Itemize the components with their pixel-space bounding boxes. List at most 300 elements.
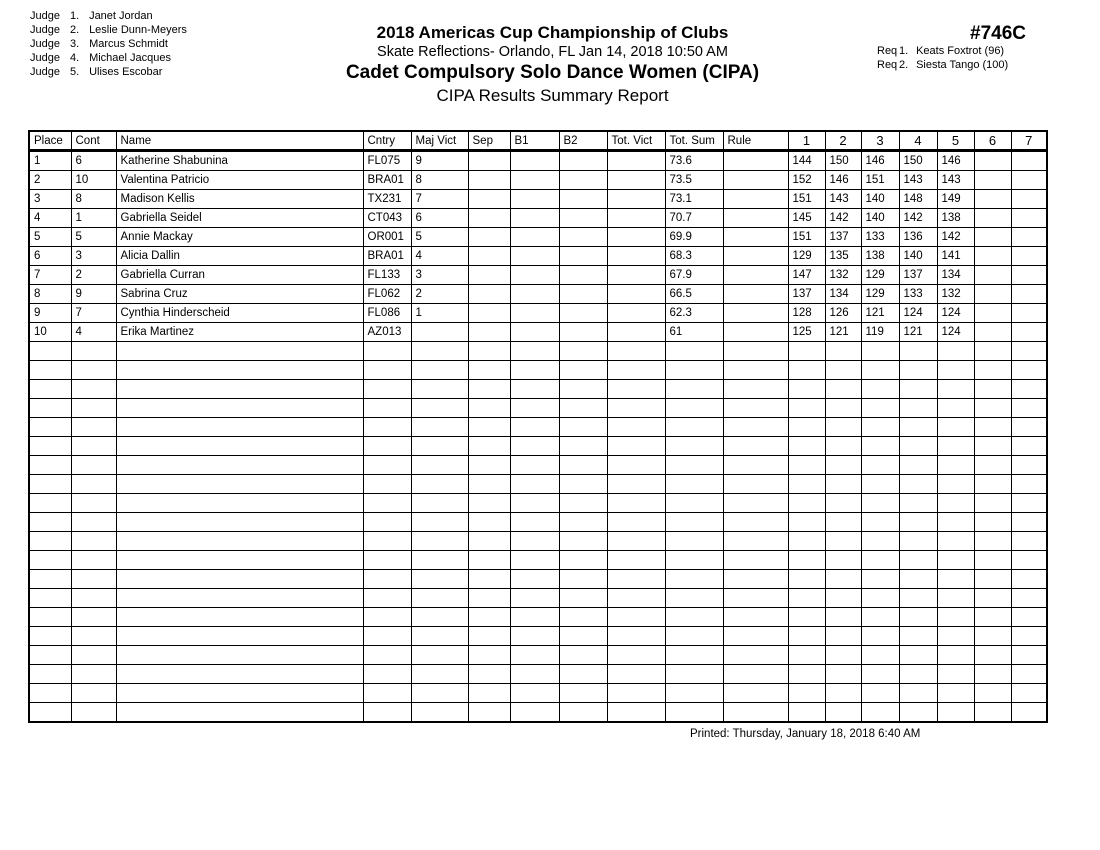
cell-maj-vict: 6: [411, 209, 468, 228]
cell-maj-vict: 8: [411, 171, 468, 190]
empty-cell: [116, 551, 363, 570]
empty-cell: [861, 532, 899, 551]
cell-place: 6: [29, 247, 71, 266]
empty-cell: [71, 684, 116, 703]
empty-cell: [937, 589, 974, 608]
cell-tot-sum: 67.9: [665, 266, 723, 285]
empty-cell: [411, 437, 468, 456]
empty-cell: [899, 627, 937, 646]
empty-cell: [937, 475, 974, 494]
cell-b2: [559, 171, 607, 190]
cell-judge-score: 150: [825, 151, 861, 171]
empty-cell: [899, 361, 937, 380]
cell-judge-score: 144: [788, 151, 825, 171]
empty-cell: [937, 361, 974, 380]
empty-cell: [788, 684, 825, 703]
empty-cell: [665, 361, 723, 380]
empty-cell: [468, 665, 510, 684]
venue-date: Skate Reflections- Orlando, FL Jan 14, 2018 10:50 AM: [377, 44, 728, 60]
empty-cell: [510, 627, 559, 646]
empty-cell: [29, 418, 71, 437]
judge-number: 2.: [70, 24, 80, 36]
cell-tot-vict: [607, 190, 665, 209]
cell-cont: 10: [71, 171, 116, 190]
cell-judge-score: 132: [825, 266, 861, 285]
empty-cell: [29, 589, 71, 608]
cell-tot-sum: 61: [665, 323, 723, 342]
empty-cell: [1011, 551, 1047, 570]
empty-cell: [29, 399, 71, 418]
empty-cell: [899, 342, 937, 361]
cell-cont: 9: [71, 285, 116, 304]
empty-cell: [723, 627, 788, 646]
report-header: [300, 22, 805, 107]
empty-cell: [899, 684, 937, 703]
empty-cell: [71, 342, 116, 361]
empty-cell: [825, 684, 861, 703]
empty-cell: [607, 665, 665, 684]
cell-cntry: FL062: [363, 285, 411, 304]
empty-row: [29, 627, 1047, 646]
table-header-row: [29, 131, 1047, 151]
empty-cell: [899, 589, 937, 608]
cell-judge-score: [1011, 323, 1047, 342]
empty-cell: [974, 589, 1011, 608]
cell-judge-score: 152: [788, 171, 825, 190]
cell-rule: [723, 151, 788, 171]
empty-cell: [723, 342, 788, 361]
cell-b2: [559, 323, 607, 342]
empty-cell: [116, 475, 363, 494]
empty-cell: [363, 361, 411, 380]
event-title: Cadet Compulsory Solo Dance Women (CIPA): [345, 62, 760, 83]
empty-cell: [665, 380, 723, 399]
cell-judge-score: 133: [899, 285, 937, 304]
empty-cell: [665, 703, 723, 723]
cell-judge-score: 124: [899, 304, 937, 323]
empty-cell: [899, 494, 937, 513]
cell-name: Sabrina Cruz: [116, 285, 363, 304]
empty-cell: [825, 589, 861, 608]
cell-b1: [510, 323, 559, 342]
empty-cell: [29, 437, 71, 456]
empty-cell: [71, 551, 116, 570]
table-row: [29, 304, 1047, 323]
empty-cell: [825, 608, 861, 627]
column-header: Rule: [723, 131, 788, 151]
empty-cell: [559, 361, 607, 380]
empty-cell: [788, 532, 825, 551]
empty-cell: [29, 703, 71, 723]
cell-maj-vict: 2: [411, 285, 468, 304]
empty-row: [29, 532, 1047, 551]
empty-cell: [974, 646, 1011, 665]
empty-cell: [607, 513, 665, 532]
empty-cell: [825, 513, 861, 532]
cell-cont: 5: [71, 228, 116, 247]
column-header: Place: [29, 131, 71, 151]
empty-cell: [363, 608, 411, 627]
empty-cell: [825, 437, 861, 456]
empty-cell: [974, 665, 1011, 684]
cell-rule: [723, 304, 788, 323]
empty-cell: [468, 551, 510, 570]
empty-cell: [723, 684, 788, 703]
empty-cell: [559, 627, 607, 646]
judge-name: Ulises Escobar: [89, 66, 163, 78]
empty-cell: [937, 437, 974, 456]
cell-b2: [559, 266, 607, 285]
results-table: [28, 130, 1048, 723]
cell-rule: [723, 171, 788, 190]
empty-cell: [468, 627, 510, 646]
judge-label: Judge: [30, 10, 60, 22]
empty-cell: [723, 475, 788, 494]
empty-cell: [510, 418, 559, 437]
empty-row: [29, 608, 1047, 627]
empty-cell: [974, 684, 1011, 703]
table-row: [29, 266, 1047, 285]
empty-cell: [974, 608, 1011, 627]
empty-cell: [861, 380, 899, 399]
empty-cell: [559, 513, 607, 532]
empty-cell: [974, 361, 1011, 380]
empty-cell: [29, 513, 71, 532]
req-number: 2.: [899, 59, 909, 71]
empty-cell: [788, 589, 825, 608]
empty-cell: [665, 589, 723, 608]
empty-cell: [411, 608, 468, 627]
empty-cell: [1011, 456, 1047, 475]
empty-cell: [607, 608, 665, 627]
empty-cell: [559, 551, 607, 570]
empty-cell: [559, 589, 607, 608]
empty-cell: [411, 513, 468, 532]
cell-judge-score: 121: [825, 323, 861, 342]
cell-judge-score: 129: [861, 285, 899, 304]
cell-judge-score: [1011, 190, 1047, 209]
empty-cell: [899, 475, 937, 494]
judge-number: 4.: [70, 52, 80, 64]
empty-cell: [861, 475, 899, 494]
empty-cell: [468, 361, 510, 380]
empty-cell: [974, 570, 1011, 589]
empty-cell: [29, 570, 71, 589]
empty-cell: [788, 380, 825, 399]
cell-b2: [559, 228, 607, 247]
empty-cell: [468, 494, 510, 513]
cell-judge-score: 119: [861, 323, 899, 342]
cell-tot-sum: 68.3: [665, 247, 723, 266]
empty-cell: [363, 684, 411, 703]
req-label: Req: [877, 45, 898, 57]
empty-cell: [559, 475, 607, 494]
cell-place: 2: [29, 171, 71, 190]
empty-cell: [29, 361, 71, 380]
cell-judge-score: 140: [899, 247, 937, 266]
empty-cell: [510, 589, 559, 608]
judge-line: [30, 37, 187, 51]
cell-cont: 2: [71, 266, 116, 285]
cell-b1: [510, 209, 559, 228]
cell-judge-score: 137: [788, 285, 825, 304]
empty-cell: [363, 456, 411, 475]
empty-cell: [825, 570, 861, 589]
empty-cell: [411, 475, 468, 494]
empty-cell: [974, 437, 1011, 456]
cell-judge-score: 142: [899, 209, 937, 228]
empty-cell: [510, 684, 559, 703]
empty-cell: [1011, 418, 1047, 437]
empty-cell: [116, 513, 363, 532]
empty-cell: [825, 475, 861, 494]
judge-line: [30, 65, 187, 79]
empty-cell: [510, 399, 559, 418]
cell-name: Annie Mackay: [116, 228, 363, 247]
empty-cell: [29, 456, 71, 475]
cell-place: 1: [29, 151, 71, 171]
empty-cell: [1011, 589, 1047, 608]
cell-judge-score: 134: [825, 285, 861, 304]
empty-cell: [1011, 380, 1047, 399]
empty-cell: [1011, 475, 1047, 494]
cell-tot-vict: [607, 151, 665, 171]
empty-cell: [974, 399, 1011, 418]
empty-cell: [723, 665, 788, 684]
empty-cell: [825, 551, 861, 570]
empty-cell: [116, 665, 363, 684]
cell-place: 7: [29, 266, 71, 285]
cell-maj-vict: 9: [411, 151, 468, 171]
empty-cell: [468, 589, 510, 608]
cell-b1: [510, 228, 559, 247]
cell-judge-score: 133: [861, 228, 899, 247]
empty-cell: [116, 380, 363, 399]
empty-cell: [937, 703, 974, 723]
empty-cell: [665, 551, 723, 570]
empty-cell: [861, 342, 899, 361]
table-row: [29, 228, 1047, 247]
cell-judge-score: 138: [861, 247, 899, 266]
column-header: 7: [1011, 131, 1047, 151]
cell-place: 4: [29, 209, 71, 228]
empty-row: [29, 513, 1047, 532]
cell-tot-sum: 66.5: [665, 285, 723, 304]
empty-cell: [861, 646, 899, 665]
empty-cell: [723, 380, 788, 399]
empty-cell: [1011, 703, 1047, 723]
column-header: B2: [559, 131, 607, 151]
empty-cell: [825, 494, 861, 513]
cell-judge-score: [974, 304, 1011, 323]
column-header: Maj Vict: [411, 131, 468, 151]
cell-judge-score: 134: [937, 266, 974, 285]
cell-place: 8: [29, 285, 71, 304]
cell-maj-vict: 7: [411, 190, 468, 209]
cell-tot-sum: 73.6: [665, 151, 723, 171]
judge-name: Leslie Dunn-Meyers: [89, 24, 187, 36]
empty-cell: [899, 418, 937, 437]
cell-judge-score: [974, 266, 1011, 285]
empty-cell: [29, 380, 71, 399]
empty-cell: [510, 551, 559, 570]
empty-cell: [1011, 627, 1047, 646]
empty-cell: [825, 361, 861, 380]
empty-cell: [29, 627, 71, 646]
empty-cell: [510, 665, 559, 684]
empty-cell: [899, 437, 937, 456]
empty-cell: [411, 589, 468, 608]
cell-judge-score: 149: [937, 190, 974, 209]
empty-cell: [363, 342, 411, 361]
empty-cell: [665, 456, 723, 475]
empty-cell: [937, 665, 974, 684]
empty-cell: [363, 589, 411, 608]
judge-number: 3.: [70, 38, 80, 50]
empty-cell: [510, 513, 559, 532]
empty-cell: [825, 418, 861, 437]
empty-cell: [411, 703, 468, 723]
empty-cell: [363, 437, 411, 456]
empty-cell: [788, 665, 825, 684]
empty-cell: [411, 551, 468, 570]
judge-name: Janet Jordan: [89, 10, 153, 22]
empty-cell: [1011, 684, 1047, 703]
column-header: Cont: [71, 131, 116, 151]
cell-tot-vict: [607, 228, 665, 247]
empty-cell: [468, 646, 510, 665]
cell-b2: [559, 151, 607, 171]
empty-cell: [788, 627, 825, 646]
cell-b1: [510, 151, 559, 171]
cell-judge-score: [1011, 209, 1047, 228]
empty-cell: [861, 361, 899, 380]
empty-cell: [899, 551, 937, 570]
empty-row: [29, 684, 1047, 703]
cell-b1: [510, 171, 559, 190]
empty-cell: [607, 551, 665, 570]
cell-judge-score: [974, 285, 1011, 304]
event-code: #746C: [970, 23, 1026, 44]
empty-cell: [1011, 665, 1047, 684]
empty-cell: [29, 665, 71, 684]
cell-rule: [723, 247, 788, 266]
empty-cell: [788, 456, 825, 475]
judge-number: 1.: [70, 10, 80, 22]
judge-name: Marcus Schmidt: [89, 38, 168, 50]
empty-cell: [788, 608, 825, 627]
req-label: Req: [877, 59, 898, 71]
empty-cell: [363, 380, 411, 399]
empty-cell: [974, 513, 1011, 532]
empty-cell: [116, 342, 363, 361]
empty-row: [29, 570, 1047, 589]
empty-cell: [71, 475, 116, 494]
cell-tot-sum: 73.1: [665, 190, 723, 209]
empty-cell: [29, 551, 71, 570]
judge-line: [30, 51, 187, 65]
empty-cell: [861, 513, 899, 532]
empty-row: [29, 703, 1047, 723]
cell-name: Gabriella Seidel: [116, 209, 363, 228]
report-title: CIPA Results Summary Report: [436, 86, 669, 105]
cell-tot-vict: [607, 285, 665, 304]
cell-judge-score: 145: [788, 209, 825, 228]
cell-cont: 3: [71, 247, 116, 266]
cell-b2: [559, 247, 607, 266]
cell-judge-score: 129: [788, 247, 825, 266]
judge-label: Judge: [30, 24, 60, 36]
empty-cell: [861, 570, 899, 589]
cell-b2: [559, 209, 607, 228]
cell-place: 10: [29, 323, 71, 342]
empty-cell: [788, 475, 825, 494]
empty-cell: [510, 646, 559, 665]
empty-cell: [29, 646, 71, 665]
cell-tot-vict: [607, 171, 665, 190]
empty-cell: [665, 494, 723, 513]
cell-cntry: FL086: [363, 304, 411, 323]
empty-cell: [71, 665, 116, 684]
empty-cell: [510, 437, 559, 456]
column-header: Name: [116, 131, 363, 151]
cell-cntry: BRA01: [363, 171, 411, 190]
empty-cell: [468, 570, 510, 589]
judge-label: Judge: [30, 66, 60, 78]
empty-cell: [723, 608, 788, 627]
empty-cell: [723, 494, 788, 513]
cell-judge-score: [1011, 266, 1047, 285]
empty-cell: [974, 532, 1011, 551]
empty-cell: [607, 494, 665, 513]
cell-b1: [510, 190, 559, 209]
cell-maj-vict: [411, 323, 468, 342]
judge-label: Judge: [30, 38, 60, 50]
empty-cell: [411, 665, 468, 684]
empty-cell: [825, 380, 861, 399]
empty-cell: [665, 475, 723, 494]
empty-cell: [723, 646, 788, 665]
empty-cell: [937, 342, 974, 361]
empty-cell: [937, 684, 974, 703]
empty-cell: [363, 399, 411, 418]
cell-judge-score: 150: [899, 151, 937, 171]
empty-cell: [937, 646, 974, 665]
table-row: [29, 151, 1047, 171]
empty-cell: [116, 570, 363, 589]
empty-cell: [468, 418, 510, 437]
empty-cell: [510, 570, 559, 589]
empty-cell: [71, 456, 116, 475]
cell-b1: [510, 304, 559, 323]
empty-cell: [71, 494, 116, 513]
empty-cell: [116, 418, 363, 437]
cell-b2: [559, 190, 607, 209]
cell-judge-score: 121: [861, 304, 899, 323]
empty-cell: [468, 437, 510, 456]
empty-cell: [825, 627, 861, 646]
empty-row: [29, 665, 1047, 684]
empty-cell: [861, 589, 899, 608]
empty-cell: [861, 399, 899, 418]
empty-cell: [71, 418, 116, 437]
empty-row: [29, 437, 1047, 456]
empty-cell: [607, 342, 665, 361]
empty-cell: [788, 342, 825, 361]
empty-cell: [71, 646, 116, 665]
empty-cell: [861, 456, 899, 475]
cell-judge-score: 137: [899, 266, 937, 285]
